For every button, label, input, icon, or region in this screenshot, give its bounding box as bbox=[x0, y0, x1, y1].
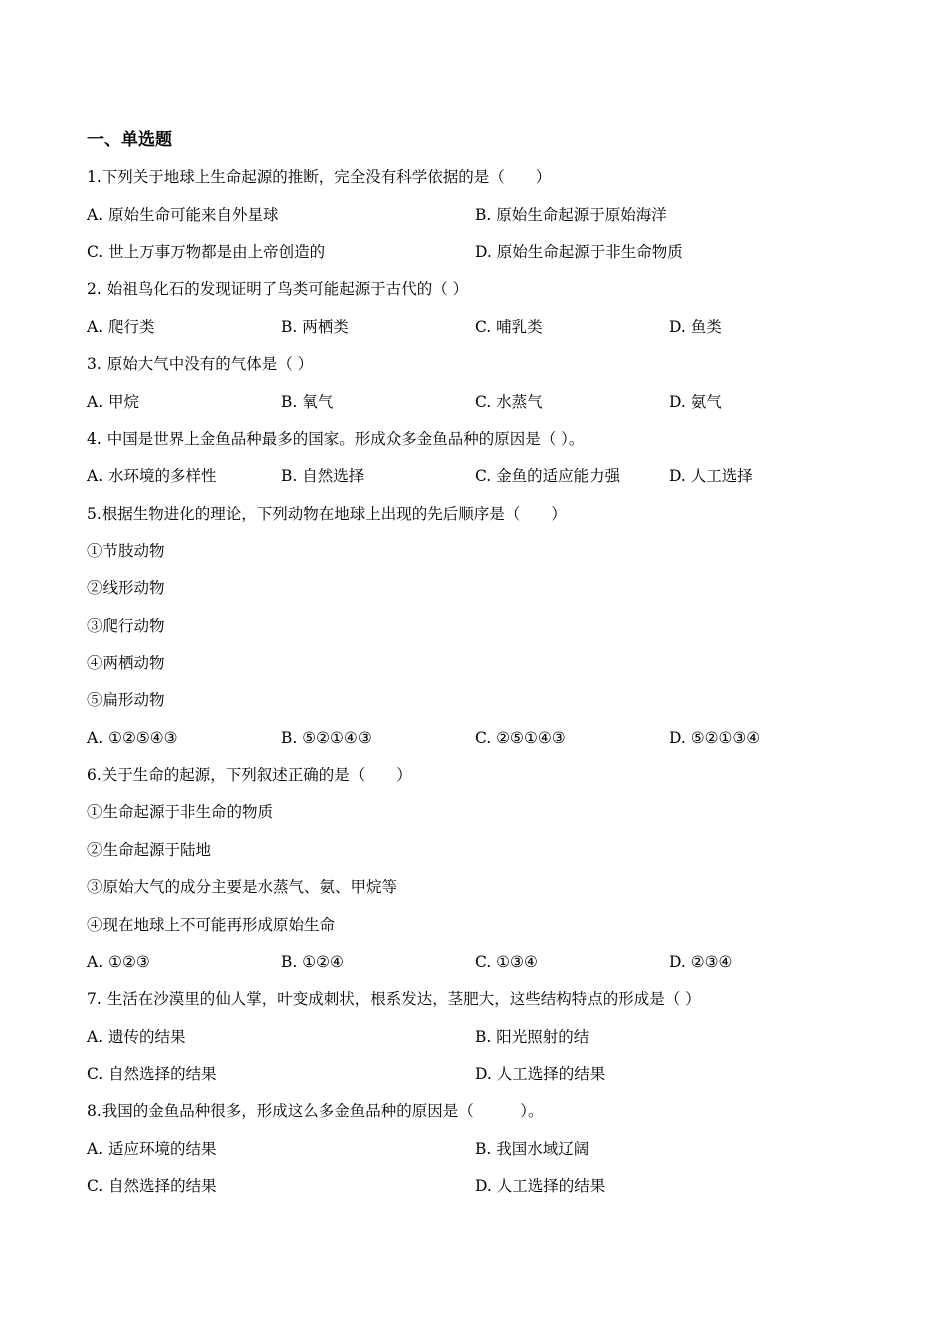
option-a: A. 爬行类 bbox=[87, 317, 155, 336]
statement-item: ①节肢动物 bbox=[87, 541, 165, 560]
statement-item: ③原始大气的成分主要是水蒸气、氨、甲烷等 bbox=[87, 878, 398, 897]
statement-item: ①生命起源于非生命的物质 bbox=[87, 803, 274, 822]
options-row bbox=[87, 309, 887, 346]
options-row bbox=[87, 197, 887, 234]
question-5-stem: 5.根据生物进化的理论，下列动物在地球上出现的先后顺序是（ ） bbox=[87, 504, 567, 523]
option-d: D. 人工选择的结果 bbox=[475, 1177, 606, 1196]
option-a: A. ①②③ bbox=[87, 952, 150, 971]
options-row bbox=[87, 1131, 887, 1168]
option-c: C. ②⑤①④③ bbox=[475, 728, 566, 747]
question-8-stem: 8.我国的金鱼品种很多，形成这么多金鱼品种的原因是（ ）。 bbox=[87, 1102, 544, 1121]
statement-item: ③爬行动物 bbox=[87, 616, 165, 635]
option-d: D. 人工选择的结果 bbox=[475, 1064, 606, 1083]
question-2-stem: 2. 始祖鸟化石的发现证明了鸟类可能起源于古代的（ ） bbox=[87, 280, 469, 299]
option-b: B. 氧气 bbox=[281, 392, 334, 411]
option-d: D. 原始生命起源于非生命物质 bbox=[475, 243, 683, 262]
option-c: C. 自然选择的结果 bbox=[87, 1064, 217, 1083]
option-a: A. 遗传的结果 bbox=[87, 1027, 186, 1046]
option-c: C. 金鱼的适应能力强 bbox=[475, 467, 621, 486]
options-row bbox=[87, 1019, 887, 1056]
options-row bbox=[87, 720, 887, 757]
option-b: B. ⑤②①④③ bbox=[281, 728, 372, 747]
section-title: 一、单选题 bbox=[87, 130, 172, 150]
option-c: C. 自然选择的结果 bbox=[87, 1177, 217, 1196]
options-row bbox=[87, 944, 887, 981]
option-d: D. 人工选择 bbox=[669, 467, 753, 486]
option-b: B. 两栖类 bbox=[281, 317, 349, 336]
statement-item: ⑤扁形动物 bbox=[87, 691, 165, 710]
options-row bbox=[87, 1056, 887, 1093]
option-c: C. 世上万事万物都是由上帝创造的 bbox=[87, 243, 326, 262]
options-row bbox=[87, 458, 887, 495]
option-a: A. 水环境的多样性 bbox=[87, 467, 217, 486]
question-1-stem: 1.下列关于地球上生命起源的推断，完全没有科学依据的是（ ） bbox=[87, 168, 552, 187]
option-a: A. 原始生命可能来自外星球 bbox=[87, 205, 279, 224]
option-b: B. 我国水域辽阔 bbox=[475, 1139, 590, 1158]
option-a: A. ①②⑤④③ bbox=[87, 728, 178, 747]
statement-item: ④两栖动物 bbox=[87, 654, 165, 673]
statement-item: ④现在地球上不可能再形成原始生命 bbox=[87, 915, 336, 934]
options-row bbox=[87, 1168, 887, 1205]
option-b: B. 原始生命起源于原始海洋 bbox=[475, 205, 667, 224]
option-d: D. ②③④ bbox=[669, 952, 733, 971]
question-3-stem: 3. 原始大气中没有的气体是（ ） bbox=[87, 355, 314, 374]
option-d: D. 鱼类 bbox=[669, 317, 722, 336]
option-b: B. 阳光照射的结 bbox=[475, 1027, 590, 1046]
option-b: B. 自然选择 bbox=[281, 467, 365, 486]
options-row bbox=[87, 384, 887, 421]
exam-page bbox=[87, 122, 887, 1205]
statement-item: ②线形动物 bbox=[87, 579, 165, 598]
option-a: A. 适应环境的结果 bbox=[87, 1139, 217, 1158]
options-row bbox=[87, 234, 887, 271]
statement-item: ②生命起源于陆地 bbox=[87, 840, 212, 859]
option-c: C. ①③④ bbox=[475, 952, 538, 971]
option-b: B. ①②④ bbox=[281, 952, 344, 971]
option-c: C. 哺乳类 bbox=[475, 317, 543, 336]
option-c: C. 水蒸气 bbox=[475, 392, 543, 411]
option-a: A. 甲烷 bbox=[87, 392, 140, 411]
question-7-stem: 7. 生活在沙漠里的仙人掌，叶变成刺状，根系发达，茎肥大，这些结构特点的形成是（ ） bbox=[87, 990, 701, 1009]
question-6-stem: 6.关于生命的起源，下列叙述正确的是（ ） bbox=[87, 766, 412, 785]
question-4-stem: 4. 中国是世界上金鱼品种最多的国家。形成众多金鱼品种的原因是（ ）。 bbox=[87, 429, 585, 448]
option-d: D. ⑤②①③④ bbox=[669, 728, 761, 747]
option-d: D. 氨气 bbox=[669, 392, 722, 411]
